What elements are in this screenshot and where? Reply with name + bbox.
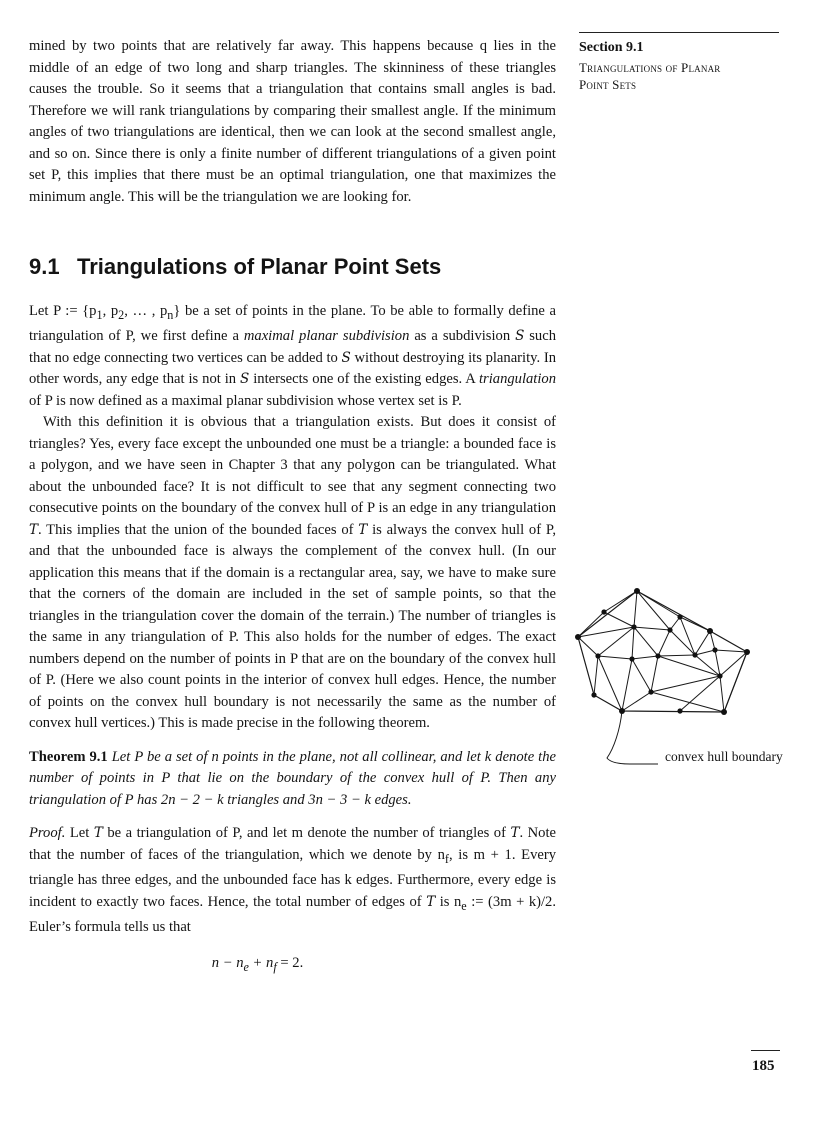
edge (594, 656, 598, 695)
edge (724, 652, 747, 712)
edge (651, 692, 724, 712)
edge (598, 656, 632, 659)
page-number-rule (751, 1050, 780, 1051)
figure-label: convex hull boundary (665, 749, 783, 764)
point (677, 708, 682, 713)
term-maximal-planar-subdivision: maximal planar subdivision (243, 328, 410, 345)
euler-formula: $n - n_e + n_f = 2$. (211, 954, 304, 974)
point (744, 649, 750, 655)
theorem-9-1 (29, 747, 556, 812)
edge (634, 627, 658, 656)
term-triangulation: triangulation (478, 371, 557, 388)
edge (720, 676, 724, 712)
point (595, 653, 600, 658)
point (677, 614, 682, 619)
section-number: 9.1 (29, 254, 60, 279)
edge (715, 650, 747, 652)
point (634, 588, 640, 594)
paragraph-maximal-planar-subdivision: Let P := {$p_1$, $p_2$, … , $p_n$} be a set of points in the plane. To be able to formally define a triangulation of P, we first define a maximal planar subdivision as a subdivision S such that no edge connecting two vertices can be added to S without destroying its planarity. In other words, any edge that is not in S intersects one of the existing edges. A triangulation of P is now defined as a maximal planar subdivision whose vertex set is P. (29, 303, 557, 409)
intro-paragraph: mined by two points that are relatively far away. This happens because q lies in the middle of an edge of two long and sharp triangles. The skinniness of these triangles causes the trouble. So it seems that a triangulation that contains small angles is bad. Therefore we will rank triangulations by comparing their smallest angle. If the minimum angles of two triangulations are identical, then we can look at the second smallest angle, and so on. Since there is only a finite number of different triangulations of a given point set P, this implies that there must be an optimal triangulation, one that maximizes the minimum angle. This will be the triangulation we are looking for. (29, 38, 556, 205)
edge (598, 656, 622, 711)
triangulation-points (575, 588, 750, 715)
margin-section-title: Triangulations of Planar Point Sets (579, 60, 721, 92)
edge (651, 676, 720, 692)
edge (658, 630, 670, 656)
point (575, 634, 581, 640)
theorem-label: Theorem 9.1 (29, 748, 108, 765)
point (667, 627, 672, 632)
proof-paragraph: Proof. Let T be a triangulation of P, and let m denote the number of triangles of T. Note that the number of faces of the triangulation, which we denote by $n_f$, is m + 1. Every triangle has three edges, and the unbounded face has k edges. Furthermore, every edge is incident to exactly two faces. Hence, the total number of edges of T is $n_e$ := (3m + k)/2. Euler’s formula tells us that (29, 825, 557, 936)
hull-pointer (607, 711, 658, 764)
edge (637, 591, 680, 617)
edge (651, 656, 658, 692)
edge (632, 656, 658, 659)
point (601, 609, 606, 614)
section-heading (29, 254, 556, 280)
theorem-statement: Let P be a set of n points in the plane, not all collinear, and let k denote the number of points in P that lie on the boundary of the convex hull of P. Then any triangulation of P has 2n − 2 − k triangles and 3n − 3 − k edges. (29, 748, 556, 808)
margin-section-header (579, 32, 779, 93)
main-text-column (29, 36, 556, 978)
edge (670, 630, 695, 655)
point (629, 656, 634, 661)
edge (604, 612, 634, 627)
edge (632, 627, 634, 659)
edge (634, 591, 637, 627)
point (717, 673, 722, 678)
point (619, 708, 625, 714)
section-title: Triangulations of Planar Point Sets (77, 254, 442, 279)
point (692, 652, 697, 657)
point (712, 647, 717, 652)
edge (598, 627, 634, 656)
edge (622, 659, 632, 711)
point (648, 689, 653, 694)
proof-label: Proof. (29, 825, 66, 842)
point (591, 692, 596, 697)
edge (637, 591, 670, 630)
edge (622, 692, 651, 711)
point (707, 628, 713, 634)
edge (604, 591, 637, 612)
edge (658, 655, 695, 656)
point (631, 624, 636, 629)
page-number: 185 (752, 1058, 775, 1074)
paragraph-triangulation-faces: With this definition it is obvious that a triangulation exists. But does it consist of triangles? Yes, every face except the unbounded one must be a triangle: a bounded face is a polygon, and we have seen in Chapter 3 that any polygon can be triangulated. What about the unbounded face? It is not difficult to see that any segment connecting two consecutive points on the boundary of the convex hull of P is an edge in any triangulation T. This implies that the union of the bounded faces of T is always the convex hull of P, and that the unbounded face is always the complement of the convex hull. (In our application this means that if the domain is a rectangular area, say, we have to make sure that the corners of the domain are included in the set of sample points, so that the triangles in the triangulation cover the domain of the terrain.) The number of triangles is the same in any triangulation of P. This also holds for the number of edges. The exact numbers depend on the number of points in P that are on the boundary of the convex hull of P. (Here we also count points in the interior of convex hull edges. Hence, the number of points on the convex hull boundary is not necessarily the same as the number of convex hull vertices.) This is made precise in the following theorem. (29, 414, 556, 732)
edge (632, 659, 651, 692)
edge (658, 656, 720, 676)
point (721, 709, 727, 715)
point (655, 653, 660, 658)
margin-section-label: Section 9.1 (579, 40, 644, 55)
edge (634, 627, 670, 630)
